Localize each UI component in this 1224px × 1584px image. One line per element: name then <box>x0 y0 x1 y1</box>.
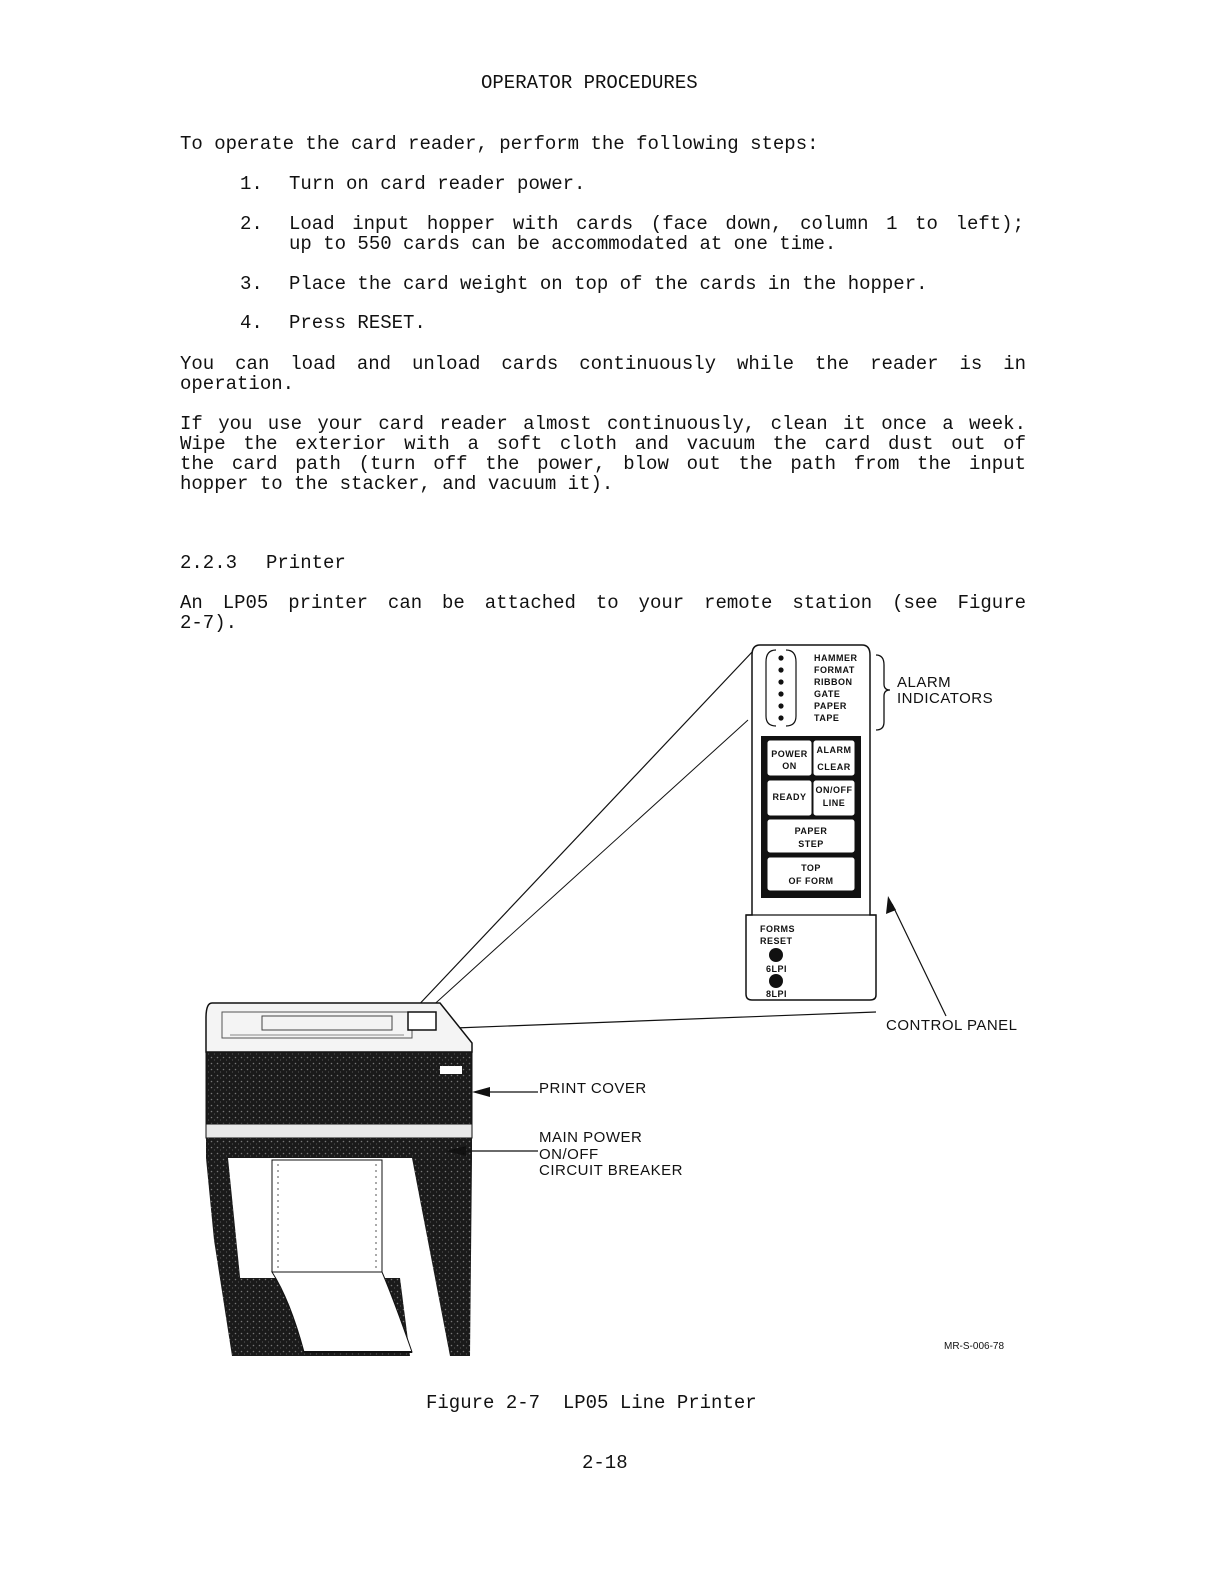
page-number: 2-18 <box>582 1452 628 1474</box>
alarm-light-label-format: FORMAT <box>814 665 855 675</box>
section-number: 2.2.3 <box>180 552 238 574</box>
alarm-light-5 <box>778 703 783 708</box>
lpi-6-knob <box>769 948 783 962</box>
alarm-light-label-paper: PAPER <box>814 701 847 711</box>
alarm-indicators-label-line-1: ALARM <box>897 674 952 691</box>
forms-reset-label-1: FORMS <box>760 924 795 934</box>
section-title: Printer <box>266 552 346 574</box>
top-of-form-button-label-1: TOP <box>801 863 821 873</box>
para2-line-1: If you use your card reader almost continuously, clean it once a week. <box>180 413 1026 435</box>
alarm-clear-button-label-1: ALARM <box>816 745 852 755</box>
zoom-line-upper <box>412 650 754 1012</box>
line-printer-drawing <box>206 1003 472 1356</box>
zoom-line-lower <box>455 1012 876 1028</box>
para2-line-4: hopper to the stacker, and vacuum it). <box>180 473 614 495</box>
main-power-label-line-1: MAIN POWER <box>539 1129 643 1146</box>
control-panel-label: CONTROL PANEL <box>886 1017 1018 1034</box>
figure-caption: Figure 2-7 LP05 Line Printer <box>426 1392 757 1414</box>
para2-line-2: Wipe the exterior with a soft cloth and vacuum the card dust out of <box>180 433 1026 455</box>
para3-line-1: An LP05 printer can be attached to your remote station (see Figure <box>180 592 1026 614</box>
top-of-form-button-label-2: OF FORM <box>788 876 834 886</box>
on-off-line-button-label-2: LINE <box>822 798 846 808</box>
step-2-text-line-1: Load input hopper with cards (face down, column 1 to left); <box>289 213 1024 235</box>
page-title: OPERATOR PROCEDURES <box>481 72 698 94</box>
para1-line-1: You can load and unload cards continuously while the reader is in <box>180 353 1026 375</box>
figure-code: MR-S-006-78 <box>944 1341 1005 1352</box>
alarm-light-label-gate: GATE <box>814 689 841 699</box>
para3-line-2: 2-7). <box>180 612 238 634</box>
control-panel-arrowhead <box>886 896 896 914</box>
intro-text: To operate the card reader, perform the following steps: <box>180 133 819 155</box>
alarm-light-label-hammer: HAMMER <box>814 653 858 663</box>
para2-line-3: the card path (turn off the power, blow out the path from the input <box>180 453 1026 475</box>
on-off-line-button-label-1: ON/OFF <box>815 785 853 795</box>
print-cover-label: PRINT COVER <box>539 1080 647 1097</box>
step-1-number: 1. <box>240 173 263 195</box>
step-2-text-line-2: up to 550 cards can be accommodated at one time. <box>289 233 837 255</box>
step-1-text: Turn on card reader power. <box>289 173 586 195</box>
main-power-label-line-3: CIRCUIT BREAKER <box>539 1162 683 1179</box>
alarm-light-3 <box>778 679 783 684</box>
alarm-light-4 <box>778 691 783 696</box>
ready-button-label: READY <box>772 792 807 802</box>
print-cover-arrowhead <box>472 1087 490 1097</box>
alarm-light-6 <box>778 715 783 720</box>
zoom-line-middle <box>428 720 748 1010</box>
para1-line-2: operation. <box>180 373 295 395</box>
alarm-light-label-ribbon: RIBBON <box>814 677 853 687</box>
step-4-text: Press RESET. <box>289 312 426 334</box>
forms-reset-label-2: RESET <box>760 936 793 946</box>
control-panel-pointer-line <box>892 904 946 1016</box>
lpi-8-knob <box>769 974 783 988</box>
power-on-button-label-2: ON <box>782 761 797 771</box>
step-4-number: 4. <box>240 312 263 334</box>
lpi-6-label: 6LPI <box>766 964 788 974</box>
alarm-light-1 <box>778 655 783 660</box>
step-3-text: Place the card weight on top of the cards in the hopper. <box>289 273 928 295</box>
alarm-indicators-label-line-2: INDICATORS <box>897 690 994 707</box>
lpi-8-label: 8LPI <box>766 989 788 999</box>
step-3-number: 3. <box>240 273 263 295</box>
power-on-button-label-1: POWER <box>771 749 808 759</box>
alarm-clear-button-label-2: CLEAR <box>817 762 851 772</box>
alarm-light-label-tape: TAPE <box>814 713 840 723</box>
main-power-label-line-2: ON/OFF <box>539 1146 599 1163</box>
paper-step-button-label-2: STEP <box>798 839 824 849</box>
paper-step-button-label-1: PAPER <box>794 826 828 836</box>
alarm-light-2 <box>778 667 783 672</box>
step-2-number: 2. <box>240 213 263 235</box>
